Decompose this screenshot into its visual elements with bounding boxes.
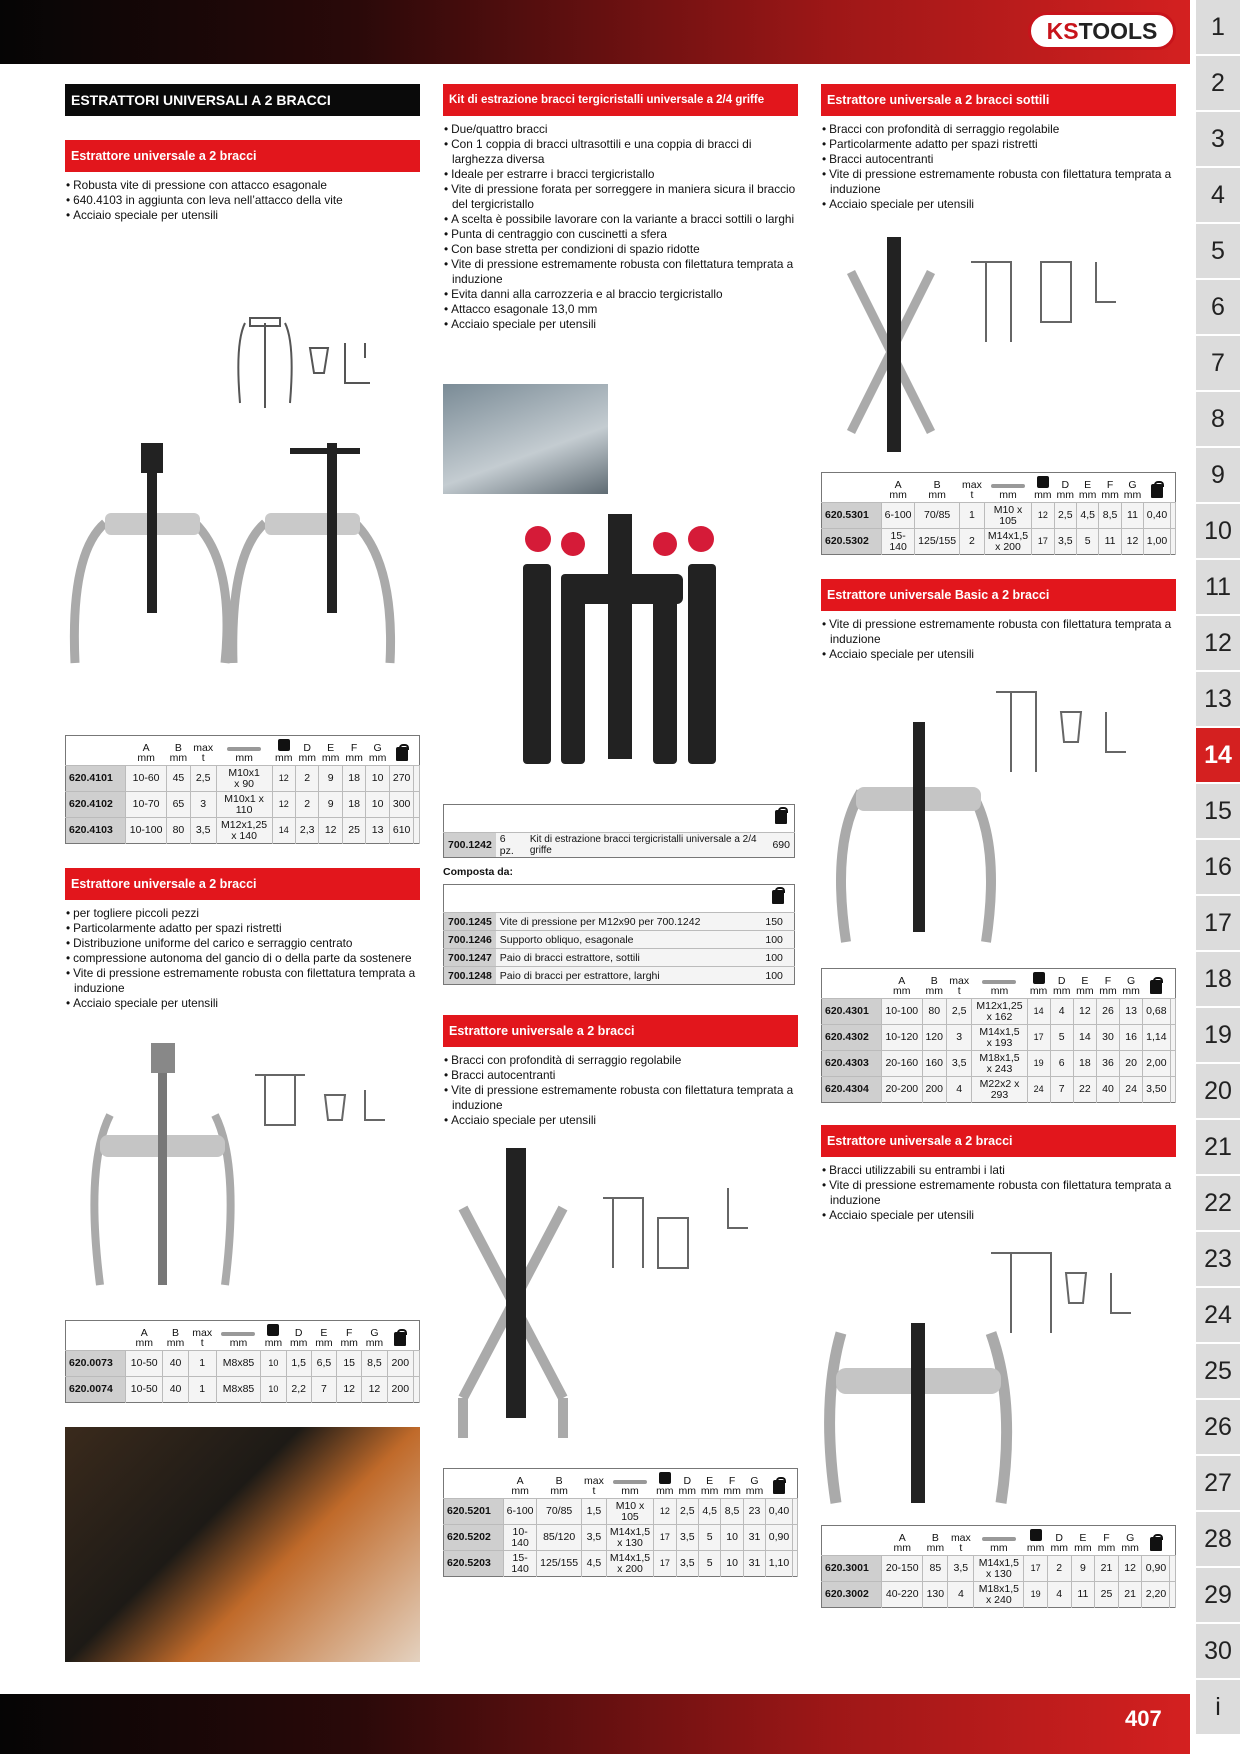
chapter-tab-18[interactable]: 18 (1196, 952, 1240, 1006)
column-header: max t (950, 1532, 971, 1554)
page-number: 407 (1125, 1706, 1162, 1731)
table-row: 620.5201 6-100 70/85 1,5 M10 x 105 12 2,5 4,5 8,5 23 0,40 (444, 1499, 798, 1525)
list-item: • A scelta è possibile lavorare con la variante a bracci sottili o larghi (443, 212, 798, 227)
puller-photo (821, 1233, 1176, 1523)
section-title: Kit di estrazione bracci tergicristalli universale a 2/4 griffe (443, 84, 798, 116)
column-1 (65, 84, 420, 1662)
column-header: D mm (678, 1475, 696, 1497)
thread-icon (221, 1332, 255, 1336)
column-header: A mm (511, 1475, 529, 1497)
list-item: • Con 1 coppia di bracci ultrasottili e una coppia di bracci di larghezza diversa (443, 137, 798, 167)
table-row: 620.5203 15- 140 125/155 4,5 M14x1,5 x 200 17 3,5 5 10 31 1,10 (444, 1551, 798, 1577)
list-item: • Vite di pressione estremamente robusta con filettatura temprata a induzione (821, 617, 1176, 647)
chapter-tab-10[interactable]: 10 (1196, 504, 1240, 558)
column-header: G mm (1123, 479, 1142, 501)
chapter-tab-19[interactable]: 19 (1196, 1008, 1240, 1062)
list-item: • Robusta vite di pressione con attacco esagonale (65, 178, 420, 193)
chapter-tab-9[interactable]: 9 (1196, 448, 1240, 502)
chapter-tab-21[interactable]: 21 (1196, 1120, 1240, 1174)
thread-icon (982, 1537, 1016, 1541)
list-item: • Particolarmente adatto per spazi ristretti (65, 921, 420, 936)
chapter-tab-12[interactable]: 12 (1196, 616, 1240, 670)
column-header: max t (584, 1475, 604, 1497)
column-header: B mm (169, 742, 188, 764)
list-item: • Acciaio speciale per utensili (443, 317, 798, 332)
column-header: D mm (1052, 975, 1071, 997)
spec-table (65, 1320, 420, 1403)
feature-list (821, 1163, 1176, 1223)
column-header: mm (654, 1469, 676, 1499)
list-item: • Vite di pressione estremamente robusta con filettatura temprata a induzione (443, 1083, 798, 1113)
column-header: mm (261, 1321, 286, 1351)
puller-photo (65, 1035, 420, 1310)
column-header: max t (192, 1327, 213, 1349)
list-item: • Acciaio speciale per utensili (821, 647, 1176, 662)
main-title: ESTRATTORI UNIVERSALI A 2 BRACCI (65, 84, 420, 116)
weight-icon (775, 810, 787, 824)
table-row: 620.0073 10-50 40 1 M8x85 10 1,5 6,5 15 8,5 200 (66, 1351, 420, 1377)
list-item: • Punta di centraggio con cuscinetti a sfera (443, 227, 798, 242)
chapter-tab-2[interactable]: 2 (1196, 56, 1240, 110)
chapter-tab-14[interactable]: 14 (1196, 728, 1240, 782)
column-header: F mm (723, 1475, 741, 1497)
list-item: • Acciaio speciale per utensili (65, 208, 420, 223)
column-header: D mm (298, 742, 316, 764)
list-item: • per togliere piccoli pezzi (65, 906, 420, 921)
chapter-tab-29[interactable]: 29 (1196, 1568, 1240, 1622)
chapter-tab-28[interactable]: 28 (1196, 1512, 1240, 1566)
column-header: mm (984, 473, 1031, 503)
puller-photo (821, 232, 1176, 462)
chapter-tab-3[interactable]: 3 (1196, 112, 1240, 166)
feature-list (65, 178, 420, 223)
column-header: mm (972, 969, 1027, 999)
hexagon-icon (659, 1472, 671, 1484)
column-2 (443, 84, 798, 1577)
column-header: A mm (137, 742, 155, 764)
chapter-tab-24[interactable]: 24 (1196, 1288, 1240, 1342)
table-row: 620.4304 20-200 200 4 M22x2 x 293 24 7 22 40 24 3,50 (822, 1077, 1176, 1103)
column-header: D mm (1050, 1532, 1068, 1554)
list-item: • Vite di pressione estremamente robusta con filettatura temprata a induzione (443, 257, 798, 287)
column-header: mm (216, 736, 272, 766)
column-header: E mm (1076, 975, 1094, 997)
feature-list (821, 617, 1176, 662)
column-header: D mm (289, 1327, 308, 1349)
hexagon-icon (1033, 972, 1045, 984)
thread-icon (227, 747, 261, 751)
feature-list (65, 906, 420, 1011)
hexagon-icon (278, 739, 290, 751)
chapter-tab-25[interactable]: 25 (1196, 1344, 1240, 1398)
column-header: A mm (893, 1532, 911, 1554)
spec-table (821, 1525, 1176, 1608)
thread-icon (991, 484, 1025, 488)
table-row: 620.3002 40-220 130 4 M18x1,5 x 240 19 4 11 25 21 2,20 (822, 1582, 1176, 1608)
table-row: 620.5202 10- 140 85/120 3,5 M14x1,5 x 130 17 3,5 5 10 31 0,90 (444, 1525, 798, 1551)
list-item: • Particolarmente adatto per spazi ristretti (821, 137, 1176, 152)
chapter-tab-27[interactable]: 27 (1196, 1456, 1240, 1510)
table-row: 620.4103 10-100 80 3,5 M12x1,25 x 140 14 2,3 12 25 13 610 (66, 818, 420, 844)
hexagon-icon (1037, 476, 1049, 488)
column-header: mm (1032, 473, 1054, 503)
column-header: F mm (1101, 479, 1119, 501)
table-row: 620.4302 10-120 120 3 M14x1,5 x 193 17 5 14 30 16 1,14 (822, 1025, 1176, 1051)
column-header: A mm (889, 479, 907, 501)
column-header: B mm (926, 1532, 945, 1554)
column-header: B mm (928, 479, 946, 501)
list-item: • Attacco esagonale 13,0 mm (443, 302, 798, 317)
section-title: Estrattore universale a 2 bracci sottili (821, 84, 1176, 116)
chapter-tab-16[interactable]: 16 (1196, 840, 1240, 894)
column-header: F mm (1099, 975, 1117, 997)
bottom-banner (0, 1694, 1190, 1754)
list-item: • Vite di pressione estremamente robusta con filettatura temprata a induzione (65, 966, 420, 996)
kit-photo (443, 504, 798, 774)
top-banner (0, 0, 1190, 64)
table-row: 700.1246 Supporto obliquo, esagonale 100 (444, 931, 795, 949)
chapter-tab-4[interactable]: 4 (1196, 168, 1240, 222)
table-row: 700.1247 Paio di bracci estrattore, sottili 100 (444, 949, 795, 967)
column-header: max t (193, 742, 214, 764)
table-row: 620.4301 10-100 80 2,5 M12x1,25 x 162 14 4 12 26 13 0,68 (822, 999, 1176, 1025)
chapter-tab-23[interactable]: 23 (1196, 1232, 1240, 1286)
column-header: B mm (166, 1327, 185, 1349)
ks-tools-logo: KS TOOLS (1028, 12, 1176, 50)
list-item: • Distribuzione uniforme del carico e serraggio centrato (65, 936, 420, 951)
column-header: B mm (550, 1475, 568, 1497)
mechanic-photo (65, 1427, 420, 1662)
weight-icon (1150, 980, 1162, 994)
chapter-tab-17[interactable]: 17 (1196, 896, 1240, 950)
section-title: Estrattore universale a 2 bracci (821, 1125, 1176, 1157)
chapter-tab-6[interactable]: 6 (1196, 280, 1240, 334)
table-row: 620.3001 20-150 85 3,5 M14x1,5 x 130 17 2 9 21 12 0,90 (822, 1556, 1176, 1582)
table-row: 620.4101 10-60 45 2,5 M10x1 x 90 12 2 9 18 10 270 (66, 766, 420, 792)
column-header: max t (949, 975, 970, 997)
chapter-tab-13[interactable]: 13 (1196, 672, 1240, 726)
column-3 (821, 84, 1176, 1608)
spec-table (821, 472, 1176, 555)
column-header: G mm (1122, 975, 1140, 997)
chapter-tab-11[interactable]: 11 (1196, 560, 1240, 614)
parts-table (443, 884, 795, 985)
table-row: 620.5301 6-100 70/85 1 M10 x 105 12 2,5 4,5 8,5 11 0,40 (822, 503, 1176, 529)
column-header: mm (974, 1526, 1024, 1556)
column-header: E mm (1074, 1532, 1092, 1554)
list-item: • Vite di pressione forata per sorreggere in maniera sicura il braccio del tergicristallo (443, 182, 798, 212)
column-header: G mm (368, 742, 387, 764)
chapter-tab-15[interactable]: 15 (1196, 784, 1240, 838)
weight-icon (772, 890, 784, 904)
weight-icon (1150, 1537, 1162, 1551)
kit-table: 700.1242 6 pz. Kit di estrazione bracci tergicristalli universale a 2/4 griffe 690 (443, 804, 795, 858)
chapter-tab-22[interactable]: 22 (1196, 1176, 1240, 1230)
column-header: F mm (340, 1327, 358, 1349)
column-header: G mm (365, 1327, 384, 1349)
column-header: mm (1024, 1526, 1048, 1556)
column-header: D mm (1056, 479, 1074, 501)
puller-photo (443, 1138, 798, 1458)
chapter-tab-7[interactable]: 7 (1196, 336, 1240, 390)
list-item: • Vite di pressione estremamente robusta con filettatura temprata a induzione (821, 1178, 1176, 1208)
column-header: mm (606, 1469, 653, 1499)
spec-table (443, 1468, 798, 1577)
list-item: • Bracci autocentranti (821, 152, 1176, 167)
thread-icon (982, 980, 1016, 984)
column-header: G mm (1121, 1532, 1139, 1554)
list-item: • Acciaio speciale per utensili (65, 996, 420, 1011)
list-item: • Bracci utilizzabili su entrambi i lati (821, 1163, 1176, 1178)
list-item: • Vite di pressione estremamente robusta con filettatura temprata a induzione (821, 167, 1176, 197)
chapter-tab-i[interactable]: i (1196, 1680, 1240, 1734)
table-row: 620.4303 20-160 160 3,5 M18x1,5 x 243 19 6 18 36 20 2,00 (822, 1051, 1176, 1077)
list-item: • Evita danni alla carrozzeria e al braccio tergicristallo (443, 287, 798, 302)
column-header: E mm (1078, 479, 1097, 501)
column-header: F mm (1097, 1532, 1116, 1554)
table-row: 620.0074 10-50 40 1 M8x85 10 2,2 7 12 12 200 (66, 1377, 420, 1403)
spec-table (65, 735, 420, 844)
chapter-tab-20[interactable]: 20 (1196, 1064, 1240, 1118)
list-item: • Bracci con profondità di serraggio regolabile (443, 1053, 798, 1068)
list-item: • Acciaio speciale per utensili (443, 1113, 798, 1128)
list-item: • Acciaio speciale per utensili (821, 197, 1176, 212)
table-row: 620.5302 15- 140 125/155 2 M14x1,5 x 200 17 3,5 5 11 12 1,00 (822, 529, 1176, 555)
weight-icon (1151, 484, 1163, 498)
list-item: • Bracci autocentranti (443, 1068, 798, 1083)
spec-table (821, 968, 1176, 1103)
list-item: • Ideale per estrarre i bracci tergicristallo (443, 167, 798, 182)
column-header: B mm (925, 975, 943, 997)
feature-list (443, 122, 798, 332)
column-header: mm (216, 1321, 261, 1351)
column-header: mm (272, 736, 295, 766)
list-item: • Due/quattro bracci (443, 122, 798, 137)
section-title: Estrattore universale a 2 bracci (65, 140, 420, 172)
table-row: 700.1245 Vite di pressione per M12x90 per 700.1242 150 (444, 913, 795, 931)
section-title: Estrattore universale a 2 bracci (65, 868, 420, 900)
hexagon-icon (1030, 1529, 1042, 1541)
column-header: G mm (745, 1475, 764, 1497)
puller-photo (65, 433, 420, 693)
chapter-tab-1[interactable]: 1 (1196, 0, 1240, 54)
weight-icon (773, 1480, 785, 1494)
list-item: • compressione autonoma del gancio di o della parte da sostenere (65, 951, 420, 966)
thread-icon (613, 1480, 647, 1484)
chapter-tab-26[interactable]: 26 (1196, 1400, 1240, 1454)
list-item: • 640.4103 in aggiunta con leva nell’attacco della vite (65, 193, 420, 208)
table-row: 700.1248 Paio di bracci per estrattore, larghi 100 (444, 967, 795, 985)
list-item: • Con base stretta per condizioni di spazio ridotte (443, 242, 798, 257)
chapter-tab-5[interactable]: 5 (1196, 224, 1240, 278)
table-row: 620.4102 10-70 65 3 M10x1 x 110 12 2 9 18 10 300 (66, 792, 420, 818)
column-header: A mm (893, 975, 911, 997)
column-header: E mm (700, 1475, 719, 1497)
wiper-photo (443, 384, 608, 494)
column-header: F mm (345, 742, 363, 764)
section-title: Estrattore universale Basic a 2 bracci (821, 579, 1176, 611)
column-header: max t (962, 479, 982, 501)
feature-list (821, 122, 1176, 212)
weight-icon (396, 747, 408, 761)
weight-icon (394, 1332, 406, 1346)
list-item: • Bracci con profondità di serraggio regolabile (821, 122, 1176, 137)
column-header: mm (1027, 969, 1050, 999)
section-title: Estrattore universale a 2 bracci (443, 1015, 798, 1047)
list-item: • Acciaio speciale per utensili (821, 1208, 1176, 1223)
column-header: E mm (321, 742, 340, 764)
chapter-tab-8[interactable]: 8 (1196, 392, 1240, 446)
hexagon-icon (267, 1324, 279, 1336)
feature-list (443, 1053, 798, 1128)
column-header: A mm (135, 1327, 153, 1349)
puller-photo (821, 672, 1176, 962)
column-header: E mm (315, 1327, 333, 1349)
chapter-tab-30[interactable]: 30 (1196, 1624, 1240, 1678)
puller-diagram (215, 303, 415, 423)
composition-label: Composta da: (443, 866, 514, 878)
